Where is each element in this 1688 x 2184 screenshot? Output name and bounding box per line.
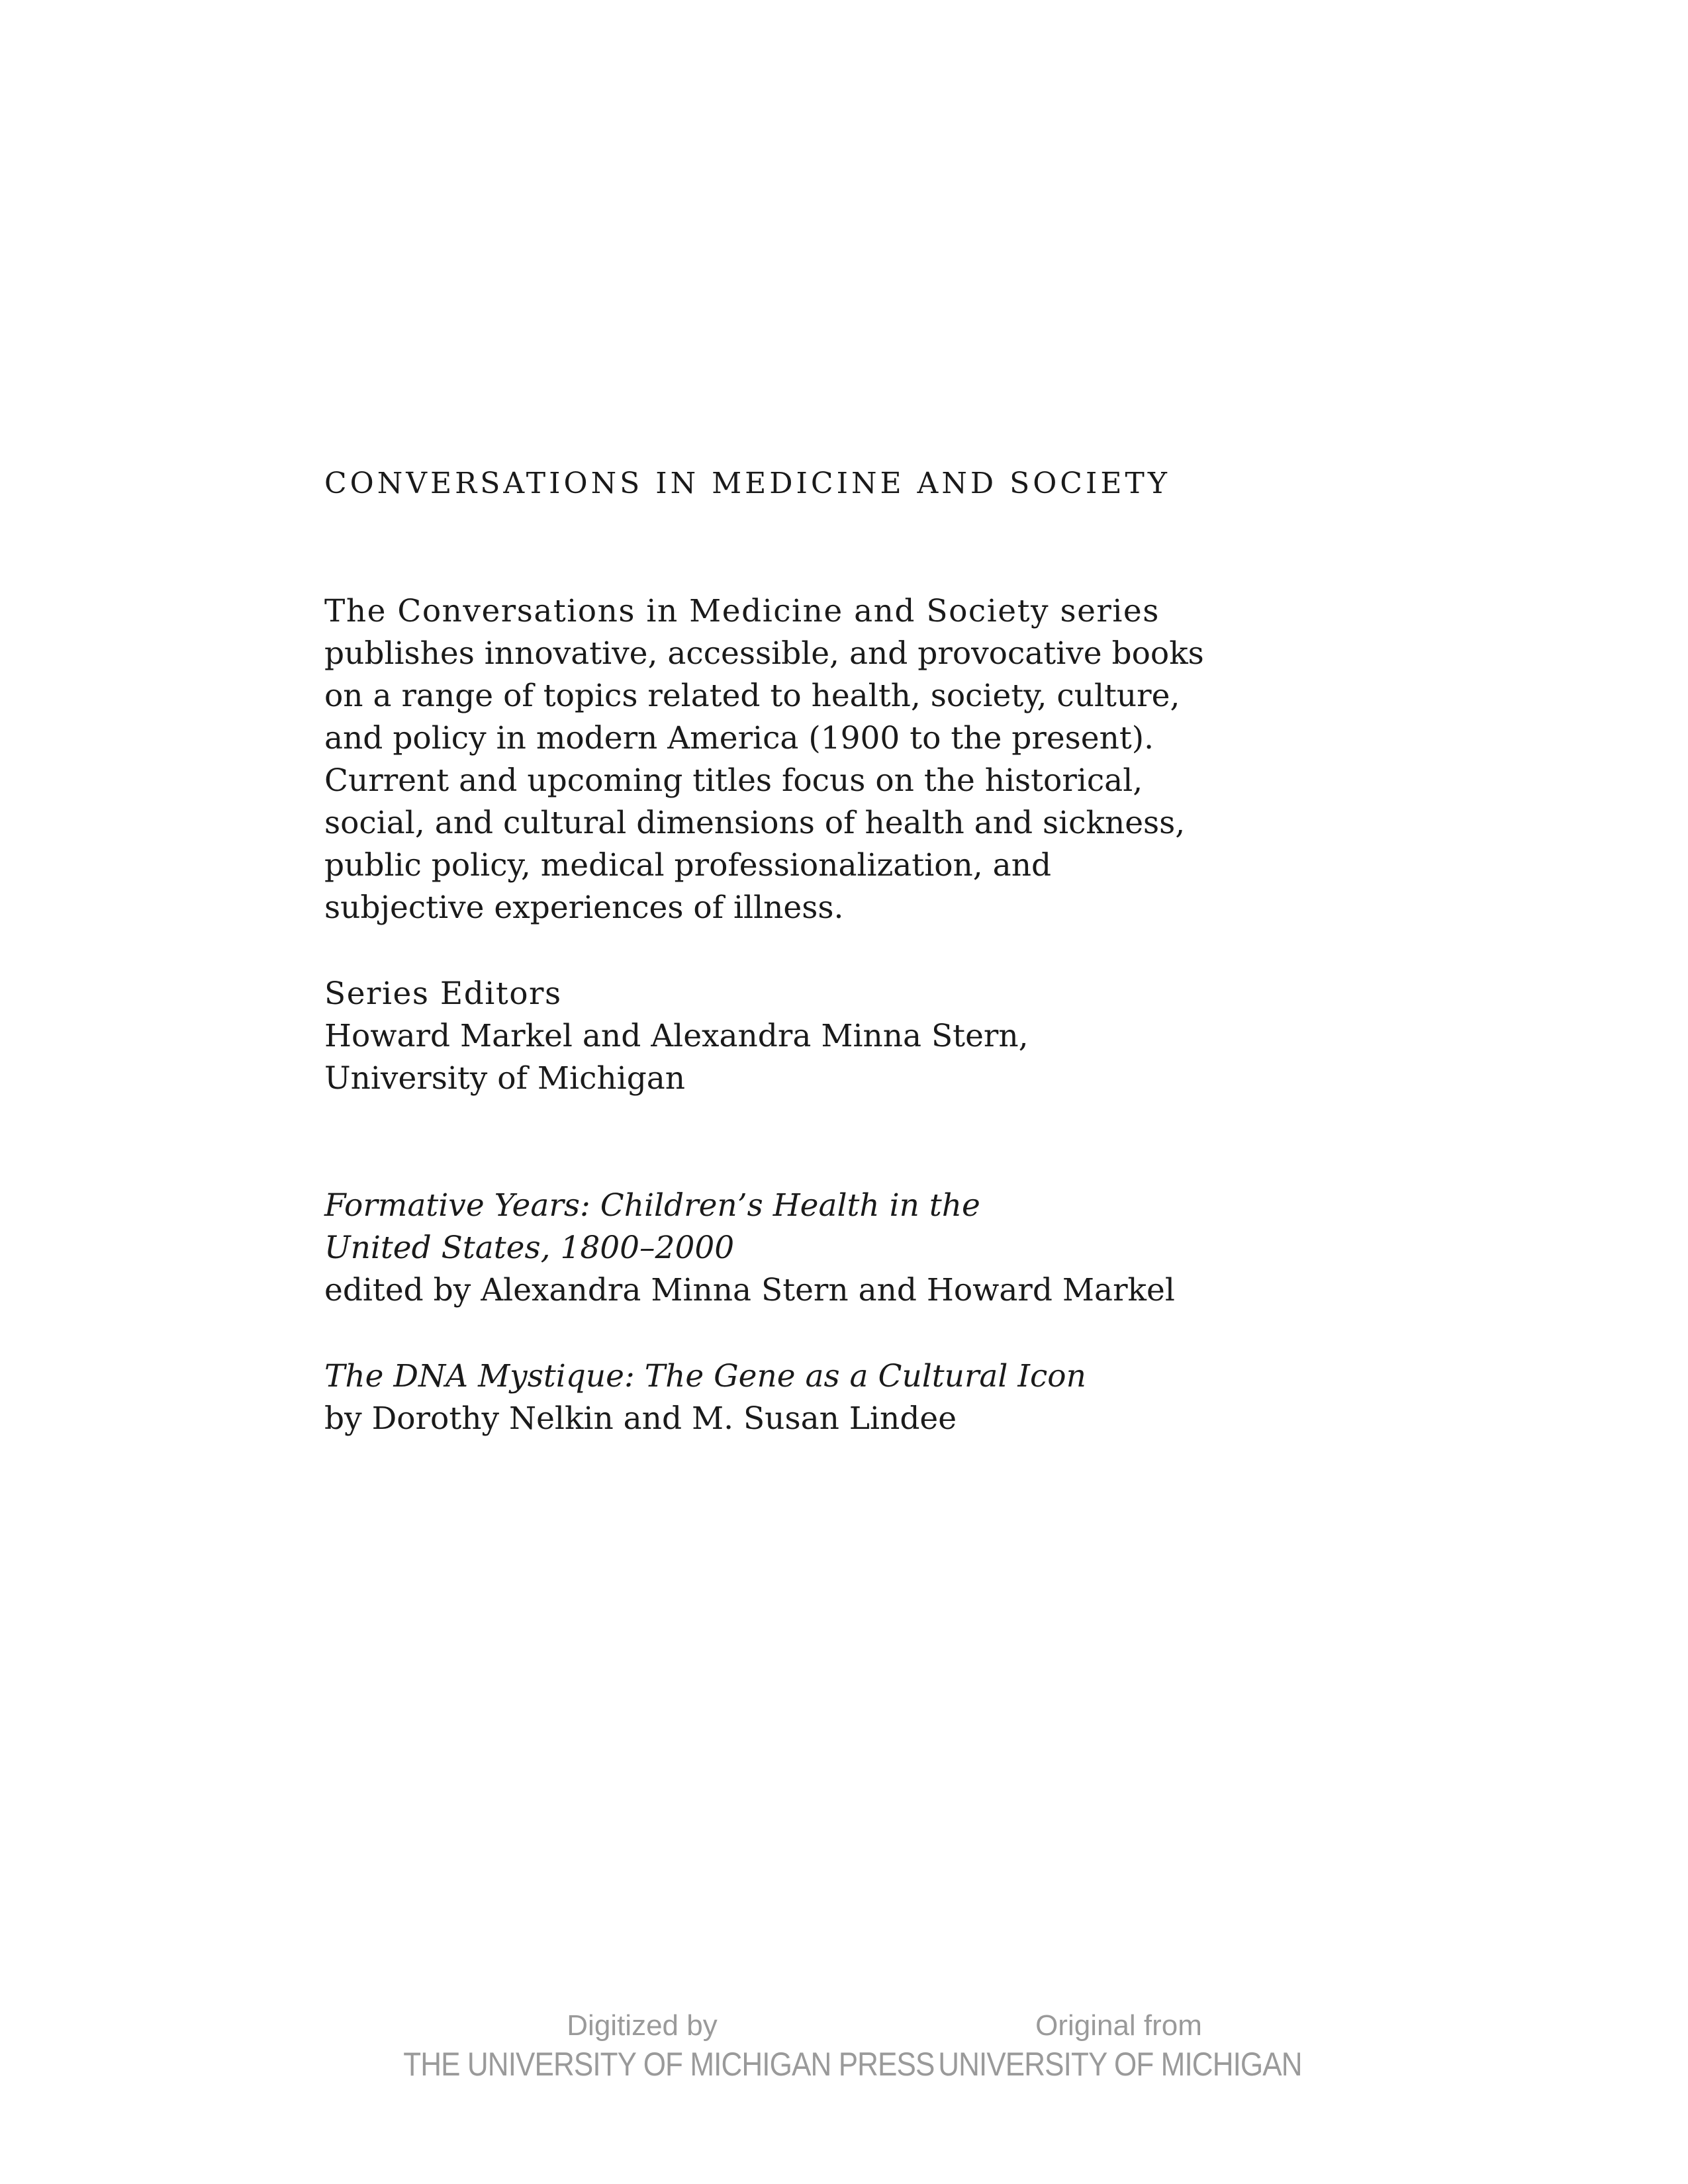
description-line: and policy in modern America (1900 to the present). xyxy=(324,720,1154,756)
digitized-by-label: Digitized by xyxy=(567,2009,718,2042)
book-entry-dna-mystique xyxy=(324,1355,1086,1440)
book-title: The DNA Mystique: The Gene as a Cultural Icon xyxy=(324,1358,1086,1394)
book-title: United States, 1800–2000 xyxy=(324,1230,735,1266)
description-line: social, and cultural dimensions of health and sickness, xyxy=(324,805,1186,841)
book-entry-formative-years xyxy=(324,1185,1175,1312)
description-line: on a range of topics related to health, society, culture, xyxy=(324,678,1180,714)
original-from-label: Original from xyxy=(1035,2009,1202,2042)
editors-label: Series Editors xyxy=(324,976,562,1012)
description-line: public policy, medical professionalization, and xyxy=(324,847,1052,884)
original-from-watermark xyxy=(914,2009,1324,2085)
description-line: The Conversations in Medicine and Society series xyxy=(324,593,1160,629)
series-editors xyxy=(324,973,1029,1100)
description-line: publishes innovative, accessible, and provocative books xyxy=(324,635,1204,672)
editors-names: Howard Markel and Alexandra Minna Stern, xyxy=(324,1018,1029,1054)
source-name: UNIVERSITY OF MICHIGAN xyxy=(938,2046,1302,2083)
series-heading: CONVERSATIONS IN MEDICINE AND SOCIETY xyxy=(324,467,1170,500)
digitizer-name: THE UNIVERSITY OF MICHIGAN PRESS xyxy=(403,2046,935,2083)
digitized-by-watermark xyxy=(371,2009,935,2085)
book-credit: edited by Alexandra Minna Stern and Howard Markel xyxy=(324,1272,1175,1308)
description-line: subjective experiences of illness. xyxy=(324,889,844,926)
editors-affiliation: University of Michigan xyxy=(324,1060,686,1097)
book-credit: by Dorothy Nelkin and M. Susan Lindee xyxy=(324,1400,957,1437)
series-description xyxy=(324,590,1204,929)
book-title: Formative Years: Children’s Health in the xyxy=(324,1187,980,1224)
description-line: Current and upcoming titles focus on the historical, xyxy=(324,762,1143,799)
